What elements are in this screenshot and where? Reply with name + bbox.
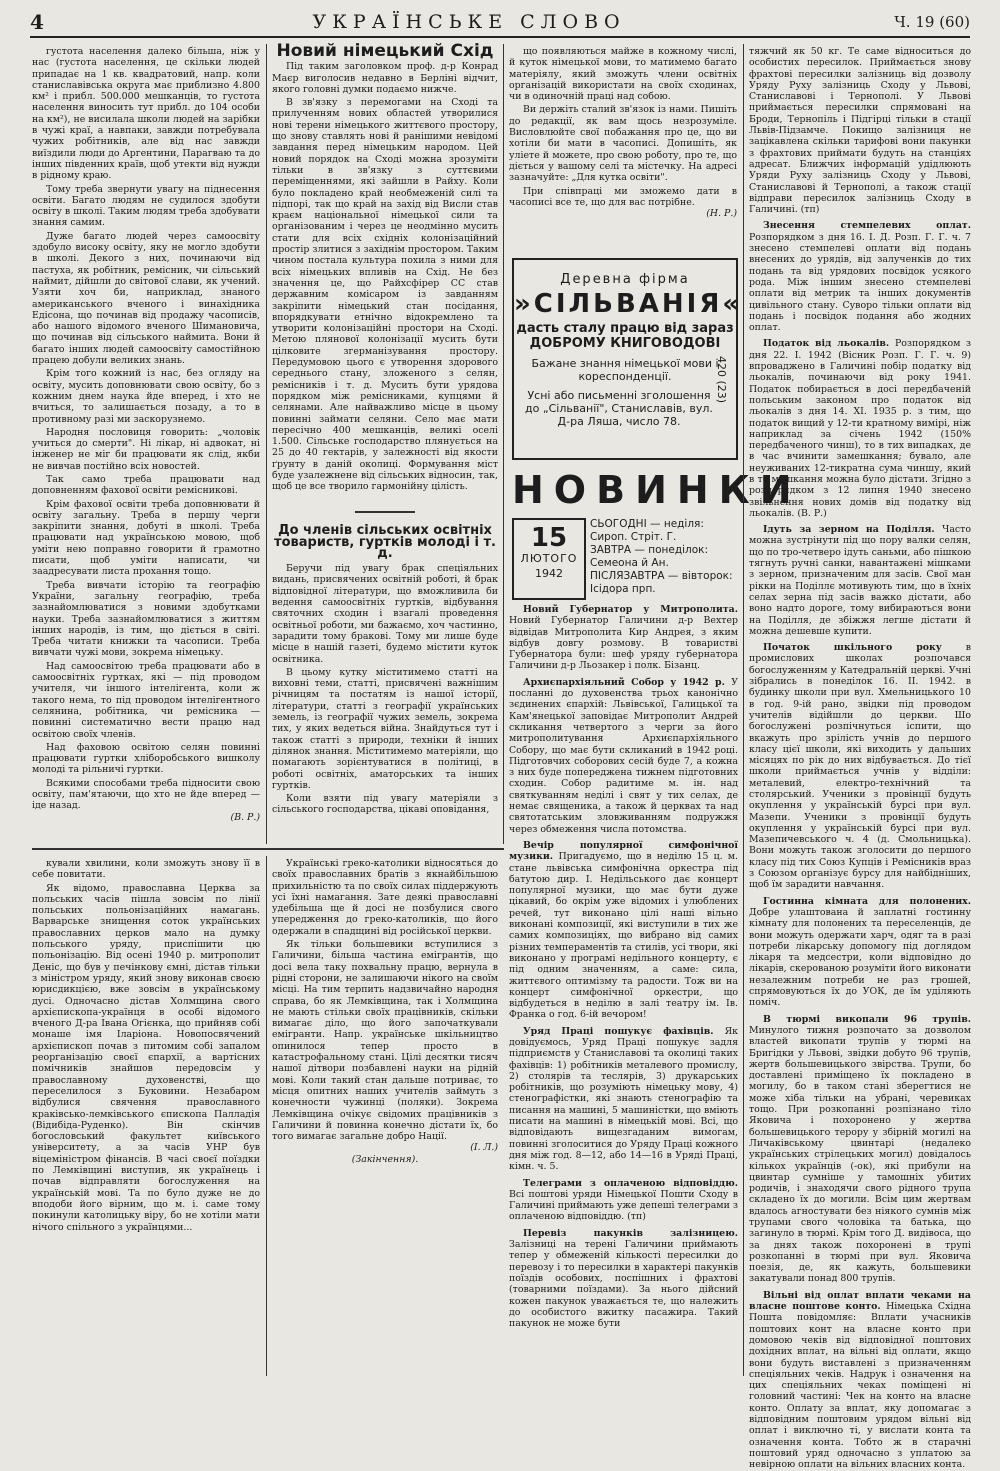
ad-line6: Усні або письменні зголошення до „Сільванії", Станиславів, вул. Д-ра Ляшa, число 78. (525, 389, 713, 428)
paragraph: Народня пословиця говорить: „чоловік учиться до смерти". Ні лікар, ні адвокат, ні інженер не міг би працювати як слід, якби не вивчав постійно всіх новостей. (32, 426, 260, 472)
ad-code: 420 (23) (715, 356, 728, 404)
news-item-lead: Ідуть за зерном на Поділля. (763, 524, 943, 536)
article-self-education (32, 46, 260, 841)
paragraph: що появляються майже в кожному числі, й куток німецької мови, то матимемо багато матеріялу, який зможуть члени освітніх організацій використати на своїх сходинах, чи в одиночній праці над собою. (509, 46, 737, 103)
news-item-lead: Податок від льокалів. (763, 338, 895, 350)
news-item (749, 220, 971, 333)
date-year: 1942 (535, 567, 563, 580)
news-item-text: Як довідуємось, Уряд Праці пошукує задля підприємств у Станиславові та околиці таких фахівців: 1) робітників металевого промислу, 2) столярів та теслярів, 3) друкарських робітників, що розуміють німецьку мову, 4) стенографістки, які знають стенографію та писання на машині, 5 машиністки, що вміють писати на машині в німецькій мові. Всі, що відповідають вищезгаданим вимогам, повинні зголоситися до Уряду Праці кожного дня між год. 8—12, або 14—16 в Уряді Праці, кімн. ч. 5. (509, 1025, 738, 1173)
paragraph: В зв'язку з перемогами на Сході та прилученням нових областей утворилися нові терени німецького життєвого простору, що знову ставлять нові й ранішими невідомі завдання перед німецьким народом. Цей новий порядок на Сході можна зрозуміти тільки в зв'язку з суттєвими переміщеннями, які зайшли в Райху. Коли було покладено край необмеженій силі та підпорі, так що край на захід від Висли став краєм національної німецької сили та організованим і через це неодмінно мусить стати для всіх східніх колонізаційний простір злитися з західнім простором. Таким чином постала культура похила з ними для всіх німецьких впливів на Схід. Не без значення це, що Райхсфірер СС став державним комісаром із завданням закріпити німецький стан посідання, впорядкувати етнічно відокремлено та утворити колонізаційні простори на Сході. Метою плянової колонізації мусить бути цілковите згерманізування простору. Передумовою цього є утворення здорового середнього стану, зложеного з селян, ремісників і т. д. Мусить бути урядова порядком між ремісниками, купцями й селянами. Але найважливо місце в цьому повинні займати селяни. Село має мати пересічно 400 мешканців, великі оселі 1.500. Сільське господарство плянується на 25 до 40 гектарів, у залежності від якости ґрунту в даній околиці. Формування міст буде узалежнене від сільських відносин, так, щоб це все творило гармонійну цілість. (272, 97, 498, 493)
news-item (509, 1026, 738, 1173)
news-item-lead: Вечір популярної симфонічної музики. (509, 839, 738, 863)
news-item-text: Часто можна зустрінути під що пору валки селян, що по тро-четверо ідуть саньми, або пішкою тягнуть ручні санки, навантажені мішками з зерном, призначеним для засів. Свої ман рікки на Поділлє мотивують тим, що в їхніх селах зерна під засів важко дістати, або воно надто дороге, тому вибираються вони на Поділля, де збіжжя легше дістати й можна дешевше купити. (749, 524, 971, 637)
column-divider (266, 856, 267, 1376)
calendar-after: ПІСЛЯЗАВТРА — вівторок: Ісідора прп. (590, 570, 733, 595)
paragraph: Коли взяти під увагу матеріяли з сільського господарства, цікаві оповідання, (272, 793, 498, 816)
article-church-part2 (272, 858, 498, 1376)
news-item (749, 524, 971, 637)
article-continuation (509, 46, 737, 244)
ad-line1: Деревна фірма (560, 272, 690, 287)
article-heading-2: До членів сільських освітніх товариств, гуртків молоді і т. д. (274, 523, 496, 561)
news-item (509, 840, 738, 1021)
issue-number: Ч. 19 (60) (894, 13, 970, 31)
news-item-text: Розпорядком з дня 22. І. 1942 (Вісник Розп. Г. Г. ч. 9) впроваджено в Галичині побір податку від льокалів, починаючи від року 1941. Податок побирається в досі передбаченій польським законом про податок від льокалів з дня 14. XI. 1935 р. з тим, що податок вищий у 12-ти кратному вимірі, ніж наприклад за січень 1942 (150% передбаченого чинш), то в тих випадках, де в час вчинити замешкання; бувало, але неуживаних 12-тикратна сума чиншу, який в те мешкання можна було дістати. Згідно з розпорядком з 12 липня 1940 знесено звільнення нових домів від податку від льокалів. (В. Р.) (749, 338, 971, 519)
paragraph: Ви держіть сталий зв'язок із нами. Пишіть до редакції, як вам щось незрозуміле. Висловлюйте свої побажання про це, що ви хотіли би мати в часописі. Допишіть, як уліете й можете, про свою роботу, про те, що діється у вашому селі та містечку. На адресі зазначуйте: „Для кутка освіти". (509, 104, 737, 184)
date-day: 15 (530, 523, 568, 553)
news-item-lead: Телеграми з оплаченою відповіддю. (523, 1177, 738, 1189)
ad-line4: ДОБРОМУ КНИГОВОДОВІ (529, 336, 721, 351)
news-item (509, 1178, 738, 1223)
ad-line5: Бажане знання німецької мови і кореспонденції. (531, 357, 719, 383)
paragraph: Всякими способами треба підносити свою освіту, пам'ятаючи, що хто не йде вперед — іде назад. (32, 777, 260, 812)
column-divider (266, 44, 267, 844)
article-new-german-east (272, 41, 498, 841)
news-item-lead: Вільні від оплат вплати чеками на власне поштове конто. (749, 1289, 971, 1313)
paragraph: Як тільки большевики вступилися з Галичини, більша частина емігрантів, що досі вела таку похвальну працю, вернула в рідні сторони, не залишаючи нікого на своїм місці. На тим терпить надзвичайно народня справа, бо як Лемківщина, так і Холмщина не мають стільки своїх працівників, скільки вимагає діло, що його започаткували емігранти. Напр. українське шкільництво опинилося тепер просто в катастрофальному стані. Цілі десятки тисяч нашої дітвори позбавлені науки на рідній мові. Коли такий стан дальше потриває, то місця опитних наших учителів займуть з конечности чужинці (поляки). Зокрема Лемківщина очікує свідомих працівників з Галичини й повинна конечно дістати їх, бо того вимагає загальне добро Нації. (272, 939, 498, 1143)
news-item (749, 1290, 971, 1471)
news-item (749, 1014, 971, 1285)
news-item (749, 896, 971, 1009)
news-item-text: в промислових школах розпочався богослуженням у Катедральній церкві. Учні зібрались в понеділок 16. II. 1942. в будинку школи при вул. Хмельницького 10 в год. 9-ій рано, звідки під проводом учителів відійшли до церкви. Шо богослужені розпічнуться іспити, що вкажуть про зрілість учнів до першого класу цієї школи, які виходить у дальших місяцях по рік до них відбувається. До тієї школи приймається учнів у відділи: металевий, електро-технічний та столярський. Ученики з провінції будуть окуплення у українській бурсі при вул. Мазепи. Ученики з провінції будуть окуплення у українській бурсі при вул. Мазепичевського ч. 4 (д. Смольницька). Вони можуть також зголосити до першого класу під тих Союз Купців і Ремісників враз з Союзом організує бурсу для найбідніших, щоб їм зарадити навчання. (749, 642, 971, 891)
news-item-lead: Новий Губернатор у Митрополита. (523, 604, 738, 615)
section-divider (32, 848, 504, 850)
ad-line3: дасть сталу працю від зараз (516, 321, 734, 336)
paragraph: Так само треба працювати над доповненням фахової освіти ремісникові. (32, 473, 260, 497)
section-title-news: НОВИНКИ (512, 468, 802, 512)
news-item-text: Залізниці на терені Галичини приймають тепер у обмеженій кількості пересилки до перевозу і то пересилки в характері пакунків поїздів особових, поспішних і фрахтові (товарними поїздами). За нього дійсний кожен пакунок уважається те, що належить до особистого вжитку пасажира. Такий пакунок не може бути (509, 1239, 738, 1330)
date-box (512, 518, 586, 600)
paragraph: густота населення далеко більша, ніж у нас (густота населення, це скільки людей припадає на 1 кв. квадратовий, напр. коли станиславівська округа має приблизно 4.800 км² і прибл. 500.000 мешканців, то густота населення виносить тут прибл. до 104 особи на км²), не висилала школи людей на зарібки в чужі краї, а навпаки, завжди потребувала чужих робітників, але від нас завжди виїздили люди до Аргентини, Парагваю та до інших південних країв, щоб утекти від нужди в рідному краю. (32, 46, 260, 182)
news-item-text: Розпорядком з дня 16. І. Д. Розп. Г. Г. ч. 7 знесено стемпелеві оплати від подань внесених до урядів, від залученків до тих подань та від урядових посвідок усякого рода. Між іншим знесено стемпелеві оплати від метрик та інших документів цивільного стану. Суворо тільки оплати від подань і посвідок подання або жодних оплат. (749, 231, 971, 334)
news-item-text: Новий Губернатор Галичини д-р Вехтер відвідав Митрополита Кир Андрея, з яким відбув довгу розмову. В товаристві Губернатора були: шеф уряду губернатора Галичини д-р Льозакер і полк. Бізанц. (509, 615, 738, 672)
news-item-text: У посланні до духовенства трьох канонічно зєдинених єпархій: Львівської, Галицької та Кам'янецької заповідає Митрополит Андрей скликання четвертого з черги за його митрополитування Архиєпархіяльного Собору, що має бути скликаний в 1942 році. Підготовчих соборових сесій буде 7, а кожна з них буде попереджена тижнем підготовних сходин. Собор радитиме м. ін. над святкуванням неділі і свят у тих селах, де немає священика, а також й церквах та над святотатським зловживанням подружжя через обмеження числа потомства. (509, 676, 738, 835)
paragraph: Над самоосвітою треба працювати або в самоосвітніх гуртках, які — під проводом учителя, чи іншого інтелігента, коли ж такого нема, то під проводом інтелігентного селянина, робітника, чи ремісника — повинні систематично вести працю над освітою своїх членів. (32, 660, 260, 740)
news-item (749, 642, 971, 891)
news-item-lead: Початок шкільного року (763, 642, 966, 654)
newspaper-title: УКРАЇНСЬКЕ СЛОВО (312, 11, 626, 33)
date-month: ЛЮТОГО (520, 552, 578, 565)
article-signature: (Н. Р.) (706, 208, 737, 220)
column-divider (743, 44, 744, 1376)
news-item-lead: Уряд Праці пошукує фахівців. (523, 1025, 725, 1037)
paragraph: Як відомо, православна Церква за польських часів пішла зовсім по лінії польських польонізаційних намагань. Варварське знищення соток українських православних церков мало на думку польського уряду, приспішити цю польонізацію. Від осені 1940 р. митрополит Деніс, що був у печінкову ємні, дістав тільки з міністром уряду, який знову виконав своєю юрисдикцією, вже зовсім в українському дусі. Одночасно дістав Холмщина свого архієпископа-українця в особі відомого вченого Д-ра Івана Огієнка, що прийняв собі монаше імя Іларіона. Новопосвячений архієпископ почав з питомим собі запалом реорганізацію своєї єпархії, а вартісних помічників знайшов передовсім у православному духовенстві, що переселилося з Буковини. Незабаром відбулися свячення православного краківсько-лемківського єпископа Палладія (Відибіда-Руденко). Він скінчив богословський факультет київського університету, а за часів УНР був віцеміністром фінансів. В часі своєї поїздки по Лемківщині виступив, як українець і почав відправляти богослуження на українській мові. Та по було дуже не до вподоби його вірним, що м. і. саме тому покинули католицьку віру, бо не хотіли мати нічого спільного з українцями... (32, 882, 260, 1233)
news-items-col4 (749, 46, 971, 1471)
paragraph: В цьому кутку міститимемо статті на виховні теми, статті, присвячені важнішим річницям та постатям із нашої історії, літератури, статті з географії українських земель, із географії чужих земель, зокрема тих, у яких ведеться війна. Знайдуться тут і також статті з природи, техніки й інших ділянок знання. Міститимемо матеріяли, що помагають зорієнтуватися в політиці, в роботі освітніх, аматорських та інших гуртків. (272, 666, 498, 791)
news-item-text: Пригадуємо, що в неділю 15 ц. м. стане львівська симфонічна оркестра під батутою дир. І. Недільського дає концерт популярної музики, що має бути дуже цікавий, бо окрім уже відомих і улюблених речей, тут виконано цілі наші вільно виконані композиції, які виступили в тих же самих композиціях, що вибрано від самих різних темпераментів та стилів, усі твори, які виконано у програмі недільного концерту, є під одним значенням, а саме: сила, життєвого оптимізму та радости. Тож ви на концерт симфонічної оркестри, що відбудеться в неділю в залі театру ім. Ів. Франка о год. 6-ій вечором! (509, 851, 739, 1021)
page-header (30, 8, 970, 38)
paragraph: Крім того кожний із нас, без огляду на освіту, мусить доповнювати свою освіту, бо з кожним днем наука йде вперед, і хто не вчиться, то залишається позаду, а то в противному разі ми заскорузнемо. (32, 368, 260, 425)
paragraph: кували хвилини, коли зможуть знову її в себе повитати. (32, 858, 260, 881)
paragraph: Під таким заголовком проф. д-р Конрад Маєр виголосив недавно в Берліні відчит, якого головні думки подаємо нижче. (272, 61, 498, 95)
news-item-text: Минулого тижня розпочато за дозволом властей викопати трупів у тюрмі на Бригідки у Львові, звідки добуто 96 трупів, жертв большевицького звірства. Трупи, бо доставлені приміщено їх покладено в могилу, бо в таком стані зберегтися не може хіба тільки на убрані, черевиках тощо. При розкопанні розпізнано тіло Яковича і похоронено у жертва большевицького терору у збірній могилі на Личаківському цвинтарі (недалеко українських стрілецьких могил) довідалось кількох українців (-ок), які прибули на цвинтар сумніше у тамошніх убитих родичів, і знаходячи свого рідного трупа складено їх до могили. Всім цим жертвам вдалось агностувати без ніякого сумнів між трупами свого чоловіка та батька, що загинуло в тюрмі. Крім того Д. видівоса, що за днях також похоронені в трупі розкопанні в тюрмі при вул. Яковича поезія, де, як кажуть, большевики закатували понад 800 трупів. (749, 1024, 971, 1285)
ad-company: »СІЛЬВАНІЯ« (514, 289, 743, 319)
column-divider (503, 44, 504, 844)
article-heading: Новий німецький Схід (276, 41, 494, 61)
paragraph: Над фаховою освітою селян повинні працювати гуртки хліборобського вишколу молоді та рільничі гуртки. (32, 741, 260, 776)
news-item-text: Добре улаштована й заплатні гостинну кімнату для полонених та переселенців, де вони можуть одержати харч, одяг та в разі потреби лікарську допомогу під доглядом лікаря та медсестри, коли відповідно до лікарів, скерованою розуміти його виконати незалежним потреби не раз грошей, спрямовуються їх до УОК, де їм уділяють поміч. (749, 906, 971, 1009)
news-item (509, 604, 738, 672)
paragraph: При співпраці ми зможемо дати в часописі все те, що для вас потрібне. (509, 185, 737, 208)
news-items-col3 (509, 604, 738, 1376)
paragraph: Треба вивчати історію та географію України, загальну географію, треба зазнайомлюватися з новими здобутками науки. Треба зазнайомлюватися з життям інших народів, із тим, що діється в світі. Треба читати книжки та часописи. Треба вивчати чужі мови, зокрема німецьку. (32, 579, 260, 659)
news-item-text: тяжчий як 50 кг. Те саме відноситься до особистих пересилок. Приймається знову фрахтові пересилки залізниць від дозволу Уряду Руху залізниць Сходу у Львові, Станиславові і Тернополі. У Львові приймається пересилки спрямовані на Броди, Тернопіль і Підгірці тільки в стації Львів-Підзамче. Покищо залізниця не зацікавлена скільки тарифові вони пакунки з фрахтових приймати будуть на станціях адресат. Ближчих інформацій удідлюють Уряди Руху залізниць Сходу у Львові, Станиславові й Тернополі, а також стації відправи пересилок залізниць Сходу в Галичині. (тп) (749, 46, 971, 216)
paragraph: Беручи під увагу брак спеціяльних видань, присвячених освітній роботі, й брак відповідної літератури, що вможливила би ведення самоосвітніх гуртків, відбування святочних сходин і взагалі проведення освітньої роботи, ми бажаємо, хоч частинно, зарадити тому бракові. Тому ми лише буде місце в нашій газеті, будемо містити куток освітника. (272, 563, 498, 665)
news-item (509, 677, 738, 835)
paragraph: Дуже багато людей через самоосвіту здобуло високу освіту, яку не могло здобути в школі. Декого з них, починаючи від пастуха, як робітник, ремісник, чи сільський наймит, дійшли до світової слави, як учений. Узяти хоч би, наприклад, знаного американського вченого і винахідника Едісона, що починав від продажу часописів, або нашого відомого вченого Шимановича, що починав від сільського наймита. Вони й багато інших людей самоосвіту самостійною працею добули великих знань. (32, 230, 260, 367)
page-number: 4 (30, 10, 44, 34)
news-item (749, 46, 971, 215)
paragraph: Українські греко-католики відносяться до своїх православних братів з якнайбільшою прихильністю та по своїх силах піддержують усі їхні намагання. Зате деякі православні удебільша ще й досі не позбулися свого упередження до греко-католиків, що його одержали в спадщині від російської церкви. (272, 858, 498, 937)
news-item-text: Всі поштові уряди Німецької Пошти Сходу в Галичині приймають уже депеші телеграми з оплаченою відповіддю. (тп) (509, 1188, 738, 1223)
news-item-text: Німецька Східна Пошта повідомляє: Вплати учасників поштових конт на власне конто при домовою чеків від відповідної поштових дохідних вплат, на вільні від оплати, якщо вони будуть виставлені з призначенням спеціяльних чеків. Надрук і означення на цих спеціяльних чеках поміщені ні головний частині: Чек на конто на власне конто. Оплату за вплат, яку допомагає з відповідним поштовим урядом вільні від оплат і виключно ті, у вислати конта та означення конта. Тобто ж в старачні поштовий уряд одночасно з уплатою за невірною оплати на вільних власних конта. (749, 1301, 971, 1471)
news-item-lead: В тюрмі викопали 96 трупів. (763, 1013, 971, 1025)
news-item (509, 1228, 738, 1330)
paragraph: Тому треба звернути увагу на піднесення освіти. Багато людям не судилося здобути освіту в школі. Таким людям треба здобувати знання самим. (32, 183, 260, 229)
paragraph: Крім фахової освіти треба доповнювати й освіту загальну. Треба в першу черги закріпити знання, добуті в школі. Треба працювати над українською мовою, щоб уміти нею поправно говорити й грамотно писати, щоб уміти написати, чи заадресувати листа прохання тощо. (32, 498, 260, 578)
article-church-part1 (32, 858, 260, 1376)
news-item (749, 338, 971, 519)
calendar-tomorrow: ЗАВТРА — понеділок: Семеона й Ан. (590, 544, 709, 569)
article-signature: (В. Р.) (230, 811, 260, 823)
separator (355, 511, 415, 513)
news-item-lead: Перевіз пакунків залізницею. (523, 1227, 738, 1239)
article-signature: (І. Л.) (470, 1142, 498, 1154)
calendar (590, 518, 738, 596)
calendar-today: СЬОГОДНІ — неділя: Сироп. Стріт. Г. (590, 518, 704, 543)
advertisement-silvania (512, 258, 743, 460)
news-item-lead: Архиєпархіяльний Собор у 1942 р. (523, 676, 732, 688)
news-item-lead: Гостинна кімната для полонених. (763, 895, 971, 907)
news-item-lead: Знесення стемпелевих оплат. (763, 220, 971, 232)
article-end-note: (Закінчення). (351, 1153, 419, 1165)
